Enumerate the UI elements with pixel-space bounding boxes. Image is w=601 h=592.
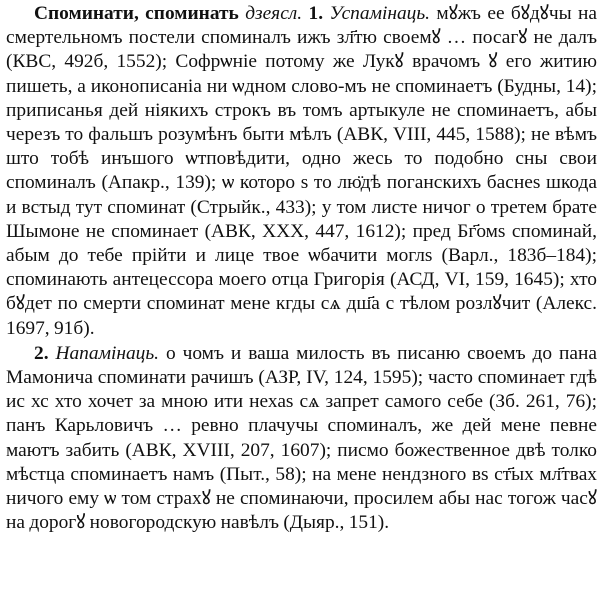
sense-1-quotations: мꙋжъ ее бꙋдꙋчы на смертельномъ постели споминалъ ижъ зл҃тю своемꙋ … посагꙋ не далъ (КВС, 492б, 1552); Софрѡніе потому же Лукꙋ врачомъ ꙋ его житию пишеть, а иконописаніа ни ѡдном слово-мъ не споминаетъ (Будны, 14); приписанья дей ніякихъ строкъ въ томъ артыкуле не споминаетъ, абы черезъ то фальшъ розумѣнъ быти мѣлъ (АВК, VIII, 445, 1588); не вѣмъ што тобѣ инъшого ѡтповѣдити, одно жесь то подобно сны свои споминалъ (Апакр., 139); ѡ которо ѕ то лю̈дѣ поганскихъ баснеѕ шкода и встыд тут споминат (Стрыйк., 433); у том листе ничог о третем брате Шымоне не споминает (АВК, XXX, 447, 1612); пред Бг҃омѕ споминай, абым до тебе прійти и лице твое ѡбачити моглѕ (Варл., 183б–184); споминають антецессора моего отца Григорія (АСД, VI, 159, 1645); хто бꙋдет по смерти споминат мене кгды сѧ дш҃а с тѣлом розлꙋчит (Алекс. 1697, 91б). (6, 3, 597, 339)
sense-2-number: 2. (34, 342, 49, 364)
sense-1-gloss: Успамінаць. (329, 3, 431, 24)
headword: Споминати, споминать (34, 3, 239, 24)
sense-1-number: 1. (308, 3, 324, 24)
grammar-label: дзеясл. (245, 3, 303, 24)
sense-2-gloss: Напамінаць. (55, 342, 160, 364)
sense-2-quotations: о чомъ и ваша милость въ писаню своемъ до пана Мамонича споминати рачишъ (АЗР, IV, 124, 1595); часто споминает гдѣ ис хс хто хочет за мною ити нехаѕ сѧ запрет самого себе (Зб. 261, 76); панъ Карьловичъ … ревно плачучы споминалъ, же дей мене певне маютъ забить (АВК, XVIII, 207, 1607); писмо божественное двѣ толко мѣстца споминаетъ намъ (Пыт., 58); на мене нендзного вѕ ст҃ых мл҃твах ничого ему ѡ том страхꙋ не споминаючи, просилем абы нас тогож часꙋ на дорогꙋ новогородскую навѣлъ (Дыяр., 151). (6, 342, 597, 534)
entry-sense-2 (6, 342, 597, 536)
entry-sense-1 (6, 2, 597, 341)
